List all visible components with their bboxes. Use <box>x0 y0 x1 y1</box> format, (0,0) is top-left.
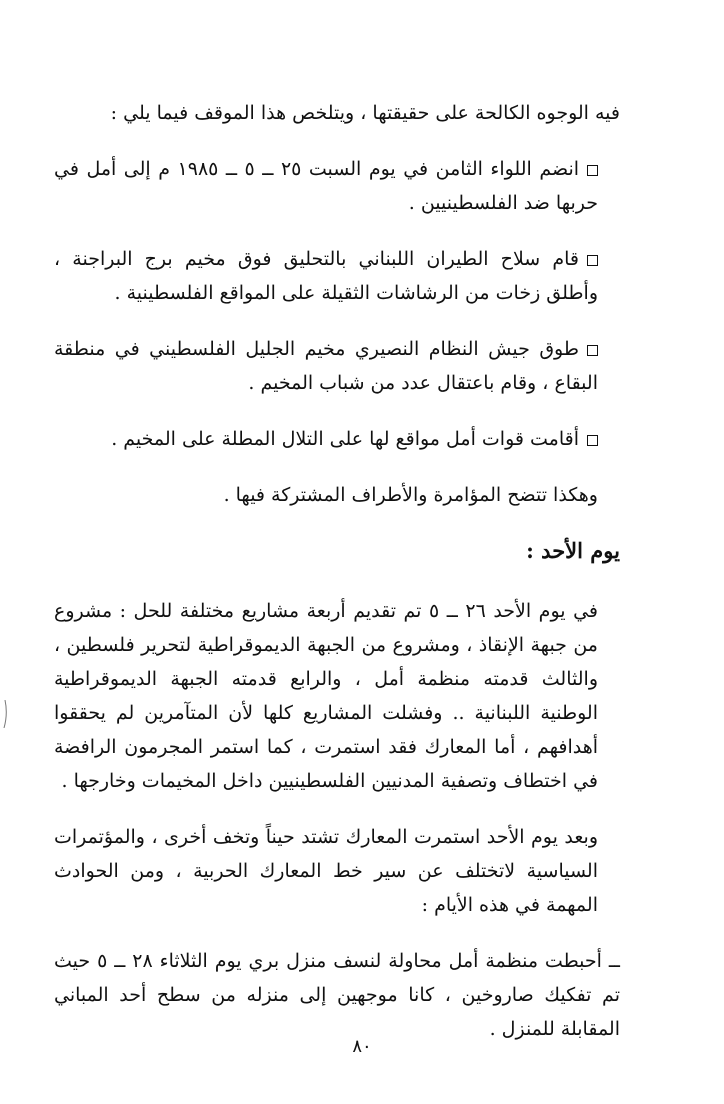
page-body <box>54 96 620 1046</box>
body-paragraph-3: ــ أحبطت منظمة أمل محاولة لنسف منزل بري يوم الثلاثاء ٢٨ ــ ٥ حيث تم تفكيك صاروخين ، كانا موجهين إلى منزله من سطح أحد المباني المقابلة للمنزل . <box>54 950 620 1040</box>
bullet-item-1 <box>54 152 620 220</box>
intro-paragraph: فيه الوجوه الكالحة على حقيقتها ، ويتلخص هذا الموقف فيما يلي : <box>110 102 620 124</box>
conclusion-paragraph: وهكذا تتضح المؤامرة والأطراف المشتركة فيها . <box>223 484 598 506</box>
margin-mark <box>2 700 8 728</box>
bullet-item-2 <box>54 242 620 310</box>
bullet-item-4 <box>54 422 620 456</box>
square-bullet-icon <box>587 345 598 356</box>
square-bullet-icon <box>587 165 598 176</box>
bullet-item-3 <box>54 332 620 400</box>
page-number: ٨٠ <box>352 1036 372 1057</box>
bullet-text: أقامت قوات أمل مواقع لها على التلال المطلة على المخيم . <box>111 428 579 450</box>
bullet-text: قام سلاح الطيران اللبناني بالتحليق فوق مخيم برج البراجنة ، وأطلق زخات من الرشاشات الثقيلة على المواقع الفلسطينية . <box>54 248 598 304</box>
body-paragraph-2: وبعد يوم الأحد استمرت المعارك تشتد حيناً وتخف أخرى ، والمؤتمرات السياسية لاتختلف عن سير خط المعارك الحربية ، ومن الحوادث المهمة في هذه الأيام : <box>54 826 598 916</box>
body-paragraph-1: في يوم الأحد ٢٦ ــ ٥ تم تقديم أربعة مشاريع مختلفة للحل : مشروع من جبهة الإنقاذ ، ومشروع من الجبهة الديموقراطية لتحرير فلسطين ، والثالث قدمته منظمة أمل ، والرابع قدمته الجبهة الديموقراطية الوطنية اللبنانية .. وفشلت المشاريع كلها لأن المتآمرين لم يحققوا أهدافهم ، أما المعارك فقد استمرت ، كما استمر المجرمون الرافضة في اختطاف وتصفية المدنيين الفلسطينيين داخل المخيمات وخارجها . <box>54 600 598 792</box>
bullet-text: طوق جيش النظام النصيري مخيم الجليل الفلسطيني في منطقة البقاع ، وقام باعتقال عدد من شباب المخيم . <box>54 338 598 394</box>
section-heading: يوم الأحد : <box>526 538 620 563</box>
square-bullet-icon <box>587 255 598 266</box>
bullet-text: انضم اللواء الثامن في يوم السبت ٢٥ ــ ٥ ــ ١٩٨٥ م إلى أمل في حربها ضد الفلسطينيين . <box>54 158 598 214</box>
square-bullet-icon <box>587 435 598 446</box>
